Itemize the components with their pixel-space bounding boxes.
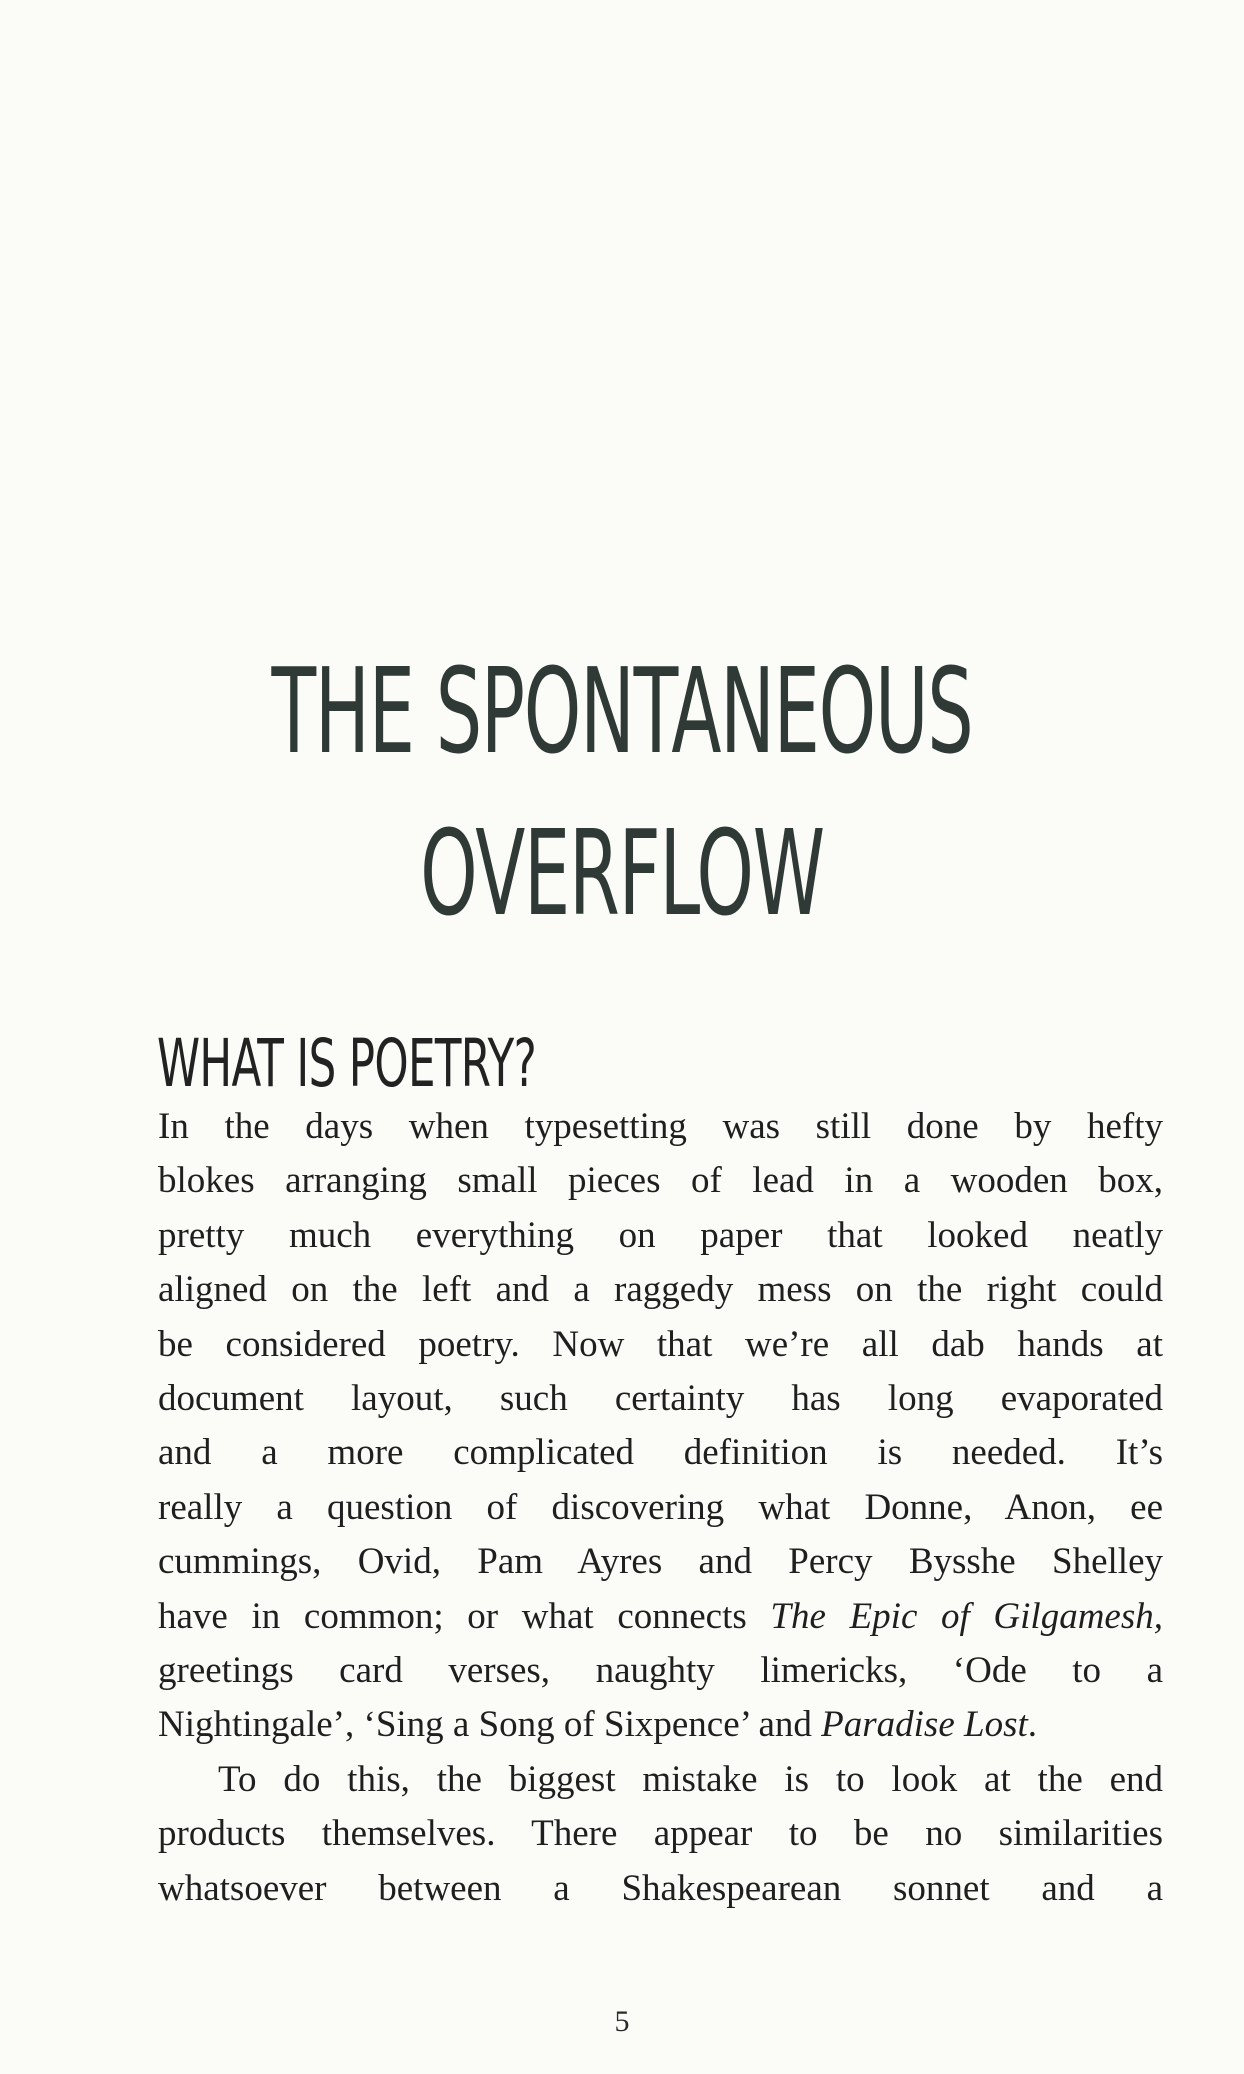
- text-line: and a more complicated definition is needed. It’s: [158, 1432, 1163, 1474]
- text-line: [158, 1590, 1163, 1644]
- paragraph-1: [158, 1100, 1163, 1753]
- text-line: products themselves. There appear to be no similarities: [158, 1813, 1163, 1855]
- text-span: Nightingale’, ‘Sing a Song of Sixpence’ and: [158, 1704, 822, 1746]
- text-line: To do this, the biggest mistake is to look at the end: [218, 1758, 1163, 1800]
- text-line: whatsoever between a Shakespearean sonnet and a: [158, 1867, 1163, 1909]
- paragraph-2: [158, 1753, 1163, 1916]
- chapter-title-line-1: THE SPONTANEOUS: [271, 642, 973, 780]
- section-heading: WHAT IS POETRY?: [157, 1025, 537, 1102]
- text-line: greetings card verses, naughty limericks, ‘Ode to a: [158, 1650, 1163, 1692]
- text-line: In the days when typesetting was still done by hefty: [158, 1106, 1163, 1147]
- text-line: pretty much everything on paper that looked neatly: [158, 1214, 1163, 1256]
- text-line: aligned on the left and a raggedy mess on the right could: [158, 1269, 1163, 1311]
- book-title-italic: The Epic of Gilgamesh,: [770, 1595, 1163, 1637]
- text-line: cummings, Ovid, Pam Ayres and Percy Bysshe Shelley: [158, 1541, 1163, 1583]
- book-title-italic: Paradise Lost: [821, 1704, 1028, 1746]
- text-line: be considered poetry. Now that we’re all dab hands at: [158, 1323, 1163, 1365]
- chapter-title-line-2: OVERFLOW: [420, 804, 824, 942]
- text-span: have in common; or what connects: [158, 1595, 771, 1637]
- page-number: 5: [614, 2005, 630, 2038]
- chapter-title: [236, 630, 1007, 954]
- text-line: document layout, such certainty has long evaporated: [158, 1378, 1163, 1420]
- text-span: .: [1027, 1704, 1037, 1746]
- text-line: blokes arranging small pieces of lead in a wooden box,: [158, 1160, 1163, 1202]
- text-line: really a question of discovering what Donne, Anon, ee: [158, 1486, 1163, 1528]
- body-text: [158, 1100, 1163, 1916]
- text-line: [158, 1698, 1163, 1752]
